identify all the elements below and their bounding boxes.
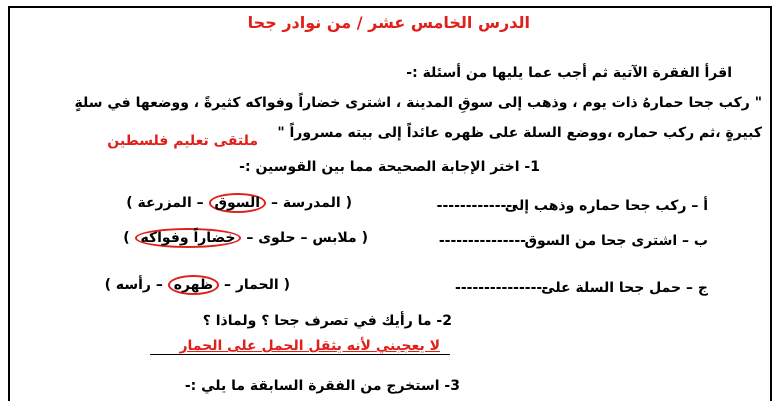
q1-a-option-1: المدرسة – [270, 195, 341, 211]
instruction-text: اقرأ الفقرة الآتية ثم أجب عما يليها من أسئلة :- [406, 65, 732, 81]
lesson-title: الدرس الخامس عشر / من نوادر جحا [247, 13, 530, 32]
q1-c-prompt: ج – حمل جحا السلة على [541, 280, 708, 296]
q1-b-option-2: حلوى – [246, 230, 296, 246]
q1-c-dashes: ---------------- [455, 280, 548, 296]
q1-b-options [123, 228, 368, 248]
q1-c-option-1: الحمار – [223, 277, 279, 293]
q1-b-answer-circled: خضاراً وفواكه [135, 228, 242, 248]
q1-c-open-paren: ( [283, 277, 290, 293]
q1-c-answer-circled: ظهره [168, 275, 219, 295]
q1-b-close-paren: ) [123, 230, 130, 246]
q1-a-answer-circled: السوق [209, 193, 267, 213]
question-1-heading: 1- اختر الإجابة الصحيحة مما بين القوسين :- [239, 159, 540, 175]
paragraph-line-1: " ركب جحا حمارهُ ذات يوم ، وذهب إلى سوقِ المدينة ، اشترى خضاراً وفواكه كثيرةً ، ووضعها في سلةٍ [74, 95, 762, 111]
q1-b-option-1: ملابس – [300, 230, 357, 246]
q1-c-options [105, 275, 290, 295]
q1-a-option-3: – المزرعة ) [126, 195, 204, 211]
question-3-heading: 3- استخرج من الفقرة السابقة ما يلي :- [184, 378, 460, 394]
q1-b-dashes: --------------- [438, 233, 526, 249]
q2-handwritten-answer: لا يعجبني لأنه يثقل الحمل على الحمار [179, 338, 440, 354]
paragraph-line-2: كبيرةٍ ،ثم ركب حماره ،ووضع السلة على ظهره عائداً إلى بيته مسروراً " [277, 125, 762, 141]
q1-a-options [126, 193, 352, 213]
q1-a-open-paren: ( [345, 195, 352, 211]
q1-a-prompt: أ – ركب جحا حماره وذهب إلى [504, 198, 708, 214]
question-2-heading: 2- ما رأيك في تصرف جحا ؟ ولماذا ؟ [202, 313, 452, 329]
watermark-text: ملتقى تعليم فلسطين [107, 133, 258, 149]
q1-b-prompt: ب – اشترى جحا من السوق [524, 233, 708, 249]
q1-c-option-3: – رأسه ) [104, 277, 163, 293]
q1-a-dashes: -------------- [436, 198, 518, 214]
q1-b-open-paren: ( [361, 230, 368, 246]
